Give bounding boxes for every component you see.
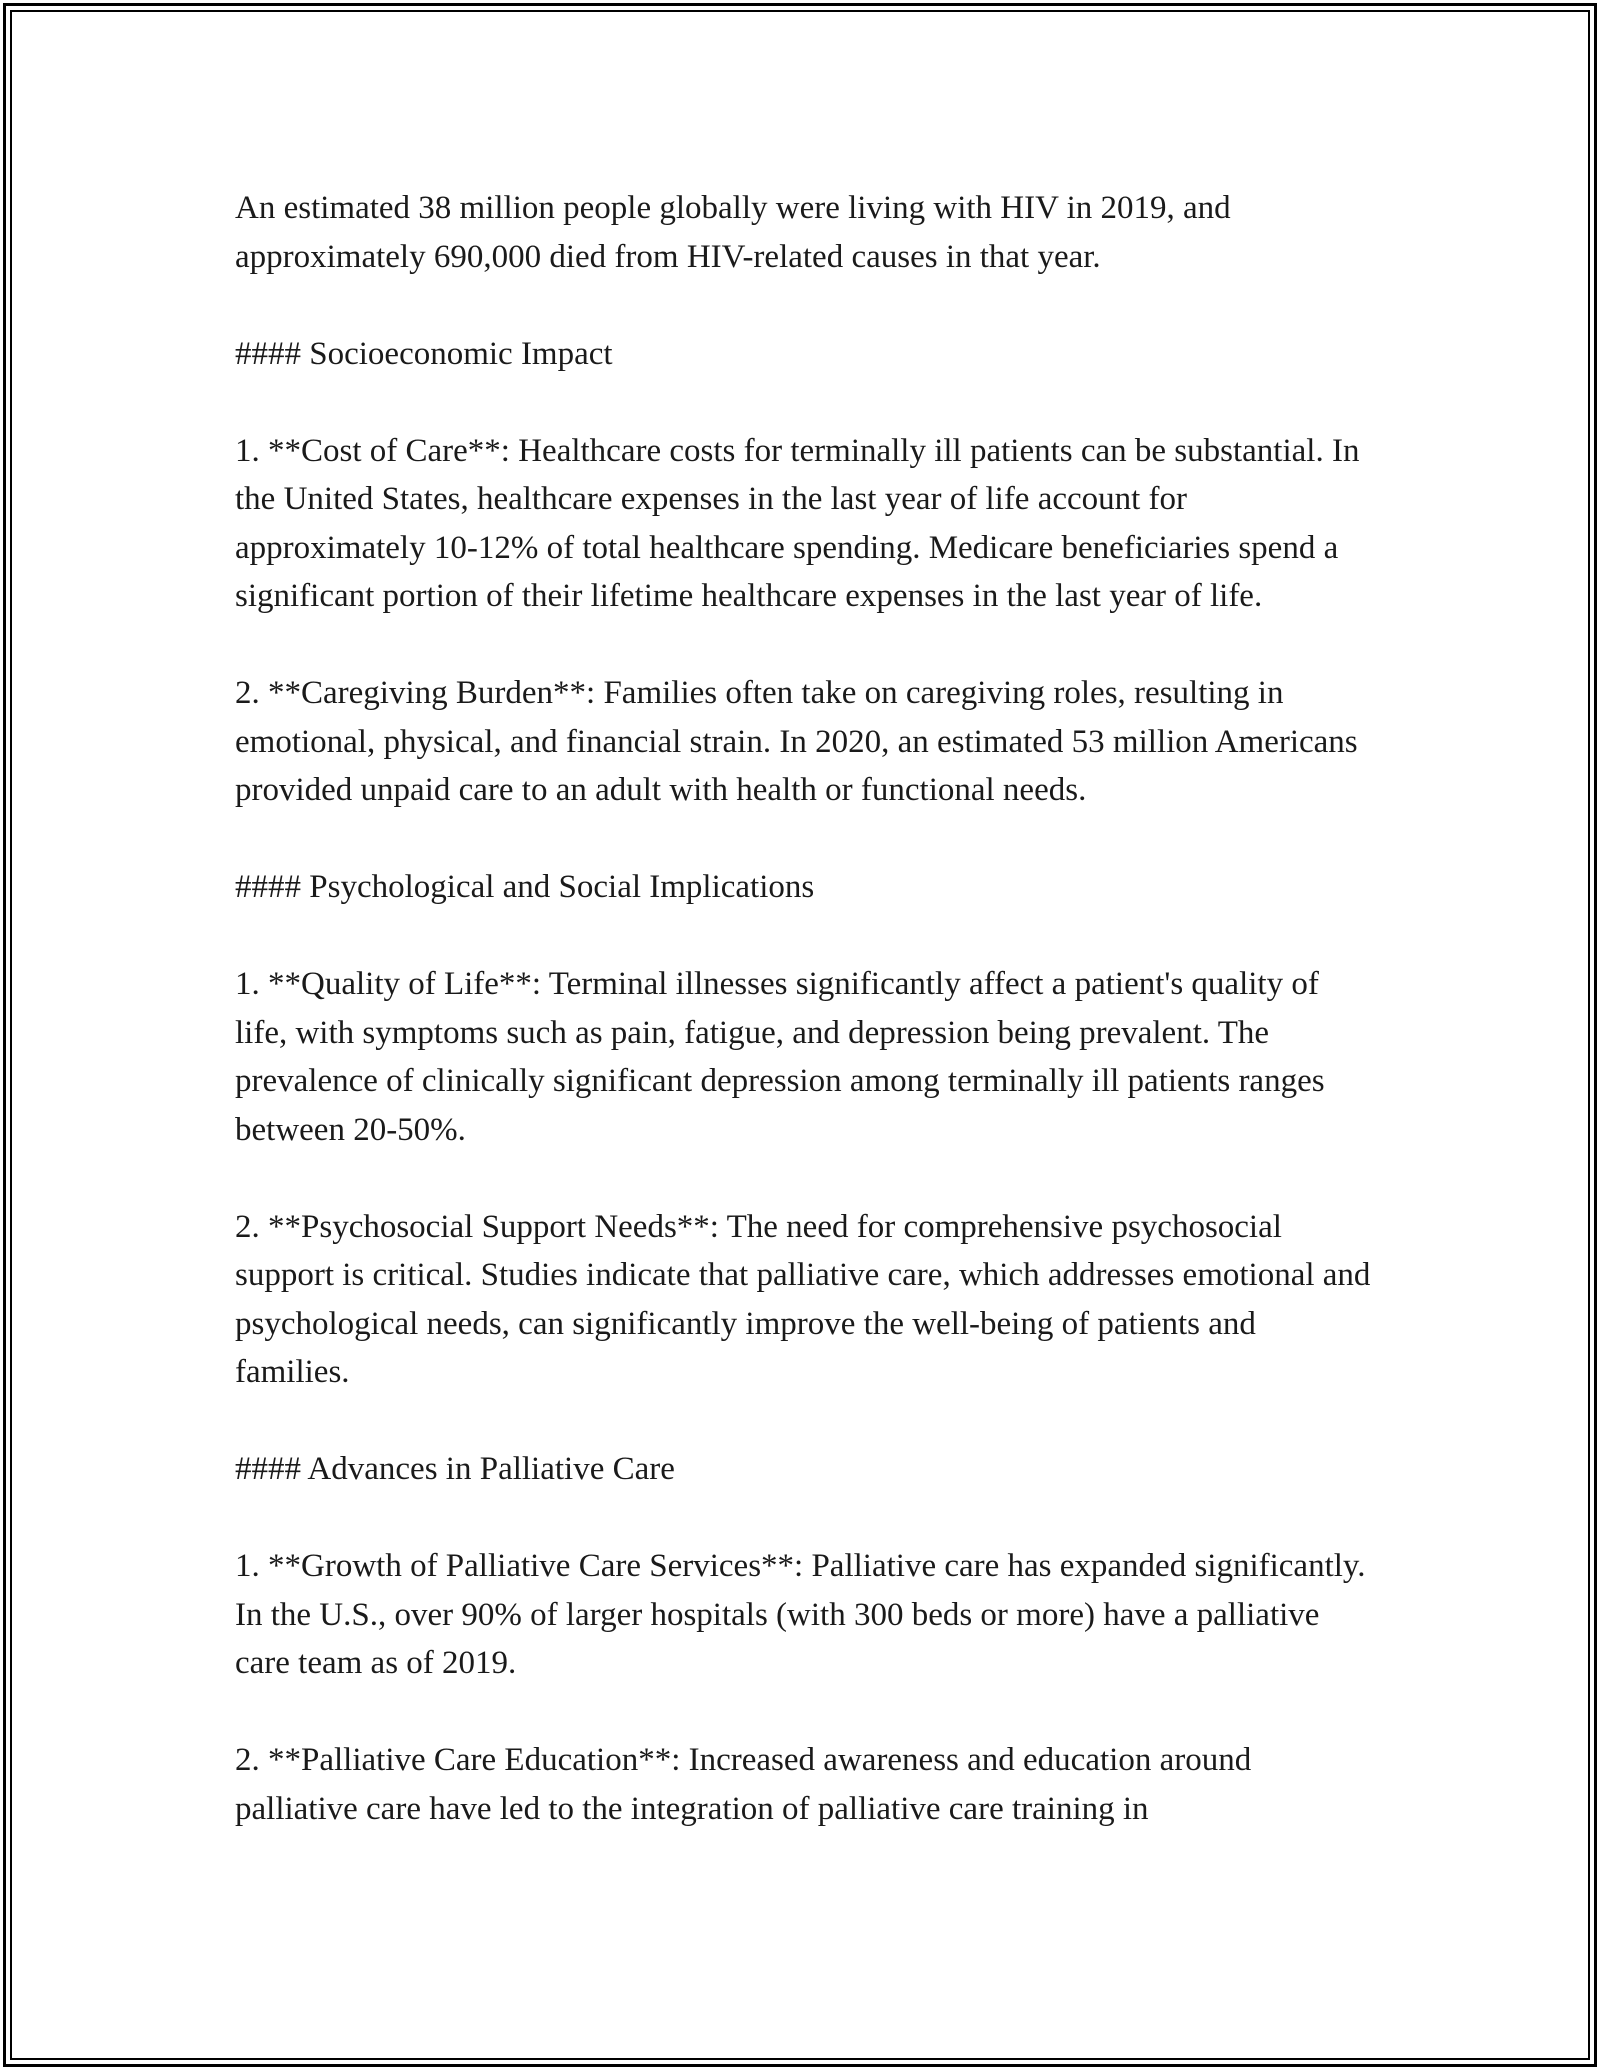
list-item-psychosocial-support: 2. **Psychosocial Support Needs**: The need for comprehensive psychosocial support is critical. Studies indicate that palliative care, which addresses emotional and psychological needs, can significantly improve the well-being of patients and families.	[235, 1208, 1371, 1390]
list-item-caregiving-burden: 2. **Caregiving Burden**: Families often take on caregiving roles, resulting in emotional, physical, and financial strain. In 2020, an estimated 53 million Americans provided unpaid care to an adult with health or functional needs.	[235, 675, 1358, 808]
list-item-growth-palliative-services: 1. **Growth of Palliative Care Services**: Palliative care has expanded significantly. In the U.S., over 90% of larger hospitals (with 300 beds or more) have a palliative care team as of 2019.	[235, 1548, 1366, 1681]
intro-paragraph: An estimated 38 million people globally were living with HIV in 2019, and approximately 690,000 died from HIV-related causes in that year.	[235, 190, 1231, 275]
document-body	[235, 184, 1375, 1882]
section-heading-psychological-social: #### Psychological and Social Implications	[235, 869, 815, 905]
list-item-cost-of-care: 1. **Cost of Care**: Healthcare costs for terminally ill patients can be substantial. In the United States, healthcare expenses in the last year of life account for approximately 10-12% of total healthcare spending. Medicare beneficiaries spend a significant portion of their lifetime healthcare expenses in the last year of life.	[235, 432, 1360, 614]
section-heading-palliative-care: #### Advances in Palliative Care	[235, 1451, 675, 1487]
list-item-quality-of-life: 1. **Quality of Life**: Terminal illnesses significantly affect a patient's quality of life, with symptoms such as pain, fatigue, and depression being prevalent. The prevalence of clinically significant depression among terminally ill patients ranges between 20-50%.	[235, 966, 1325, 1148]
section-heading-socioeconomic-impact: #### Socioeconomic Impact	[235, 335, 613, 372]
list-item-palliative-education: 2. **Palliative Care Education**: Increased awareness and education around palliative care have led to the integration of palliative care training in	[235, 1742, 1252, 1827]
